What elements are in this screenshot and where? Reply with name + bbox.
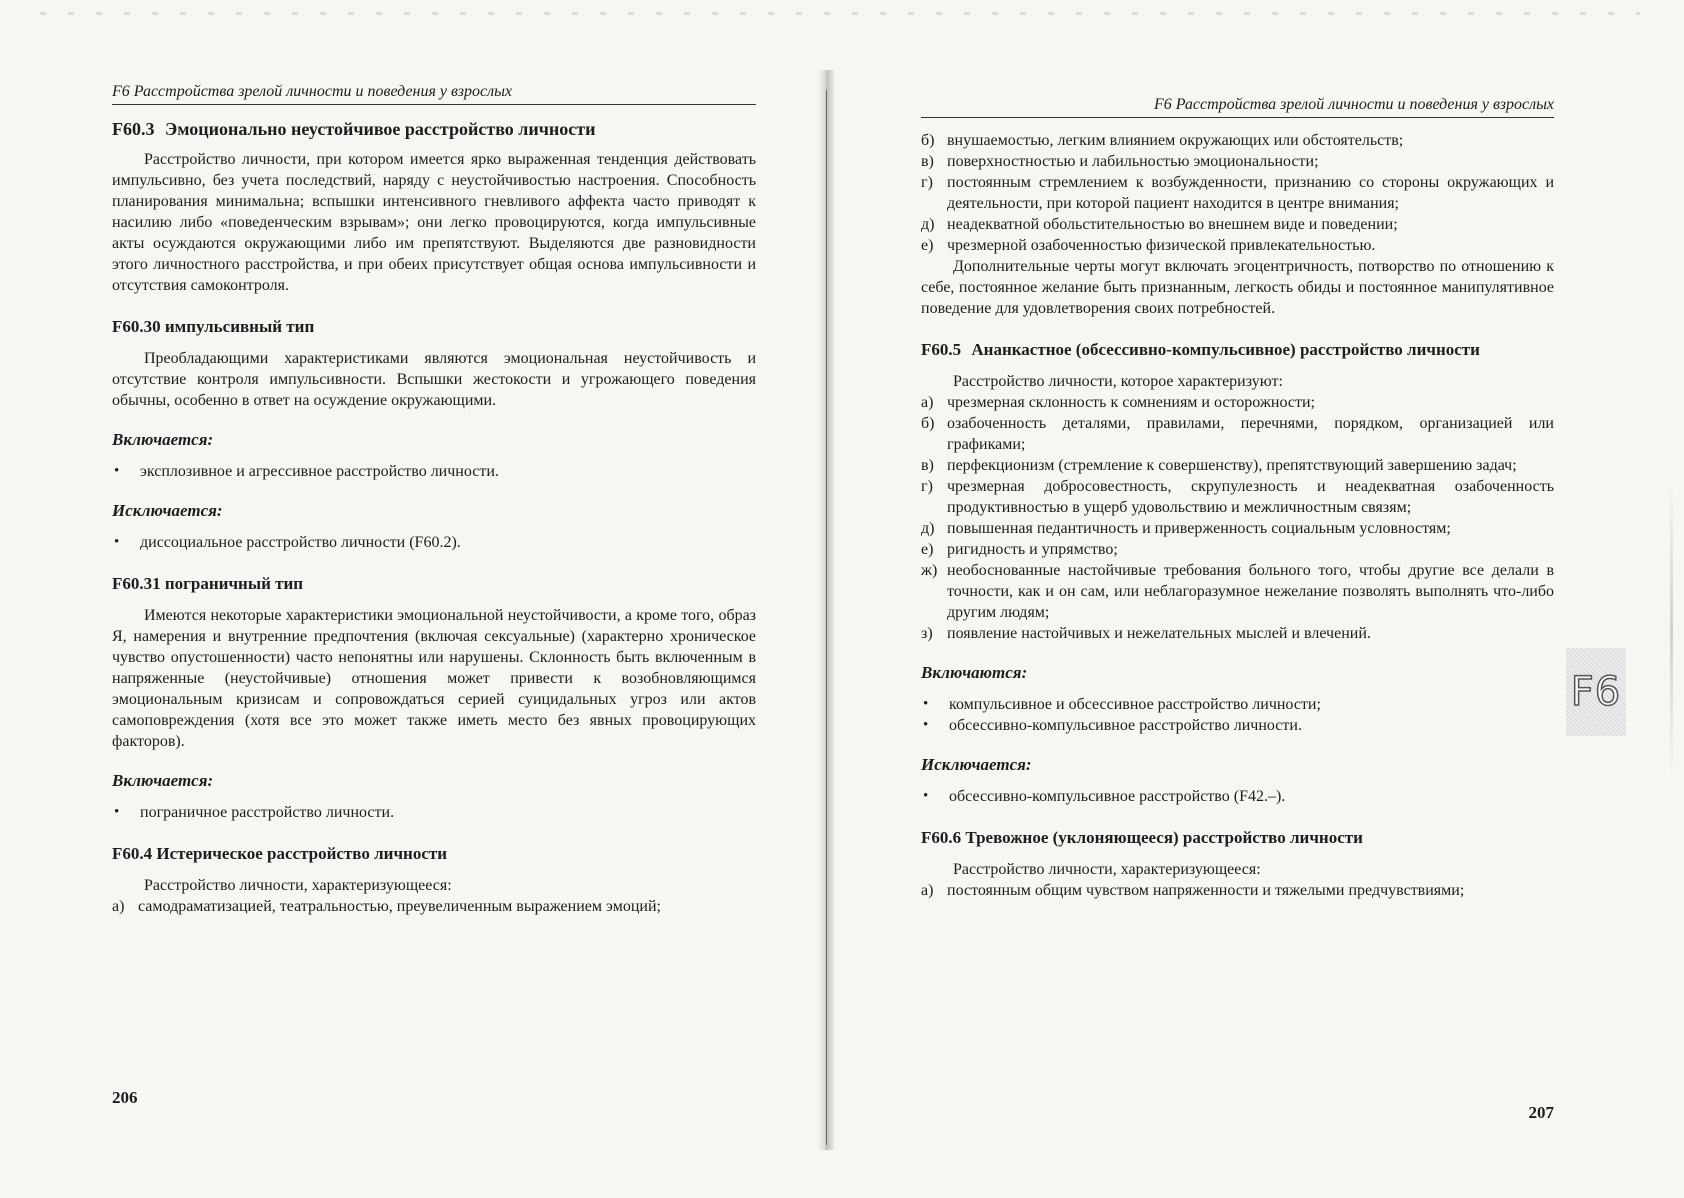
- list-item: • обсессивно-компульсивное расстройство личности.: [921, 715, 1554, 736]
- list-item: [921, 539, 1554, 560]
- list-item: • эксплозивное и агрессивное расстройство личности.: [112, 461, 756, 482]
- list-item: [921, 455, 1554, 476]
- item-marker: а): [921, 394, 934, 411]
- list-item: • диссоциальное расстройство личности (F60.2).: [112, 532, 756, 553]
- item-text: неадекватной обольстительностью во внешнем виде и поведении;: [947, 216, 1398, 233]
- section-code: F60.6: [921, 828, 962, 847]
- list-item: [921, 623, 1554, 644]
- page-number: 207: [1528, 1103, 1554, 1122]
- item-text: чрезмерная добросовестность, скрупулезность и неадекватная озабоченность продуктивностью в ущерб удовольствию и межличностным связям;: [947, 478, 1554, 516]
- section-title-f60-30: [112, 316, 756, 338]
- section-title-f60-5: [921, 339, 1554, 361]
- section-code: F60.4: [112, 844, 153, 863]
- section-title-f60-6: [921, 827, 1554, 849]
- chapter-tab-label: F6: [1570, 669, 1622, 715]
- list-item: [921, 235, 1554, 256]
- item-marker: д): [921, 216, 935, 233]
- section-intro: Расстройство личности, которое характеризуют:: [953, 373, 1283, 390]
- list-item: [112, 896, 756, 917]
- section-intro: Расстройство личности, характеризующееся:: [144, 877, 452, 894]
- list-item: [921, 151, 1554, 172]
- list-item: • пограничное расстройство личности.: [112, 802, 756, 823]
- item-marker: г): [921, 174, 933, 191]
- item-marker: ж): [921, 562, 938, 579]
- item-text: постоянным общим чувством напряженности и тяжелыми предчувствиями;: [947, 882, 1465, 899]
- item-text: поверхностностью и лабильностью эмоциональности;: [947, 153, 1319, 170]
- item-marker: з): [921, 625, 933, 642]
- section-text: Имеются некоторые характеристики эмоциональной неустойчивости, а кроме того, образ Я, намерения и внутренние предпочтения (включая сексуальные) (характерно хроническое чувство опустошенности) часто непонятны или нарушены. Склонность быть включенным в напряженные (неустойчивые) отношения может привести к возобновляющимся эмоциональным кризисам и сопровождаться серией суицидальных угроз или актов самоповреждения (хотя все это может также иметь место без явных провоцирующих факторов).: [112, 607, 756, 750]
- section-code: F60.3: [112, 119, 155, 139]
- section-name: пограничный тип: [164, 574, 304, 593]
- item-marker: а): [112, 898, 125, 915]
- section-text: Расстройство личности, при котором имеется ярко выраженная тенденция действовать импульсивно, без учета последствий, наряду с неустойчивостью настроения. Способность планирования минимальна; вспышки интенсивного гневливого аффекта часто приводят к насилию либо «поведенческим взрывам»; они легко провоцируются, когда импульсивные акты осуждаются окружающими либо им препятствуют. Выделяются две разновидности этого личностного расстройства, и при обеих присутствует общая основа импульсивности и отсутствия самоконтроля.: [112, 151, 756, 294]
- section-name: Эмоционально неустойчивое расстройство личности: [165, 119, 596, 139]
- list-item: • обсессивно-компульсивное расстройство (F42.–).: [921, 786, 1554, 807]
- list-item: [921, 130, 1554, 151]
- page-number: 206: [112, 1088, 138, 1107]
- item-text: перфекционизм (стремление к совершенству), препятствующий завершению задач;: [947, 457, 1517, 474]
- section-name: импульсивный тип: [164, 317, 315, 336]
- item-text: ригидность и упрямство;: [947, 541, 1118, 558]
- excludes-label: Исключается:: [921, 755, 1032, 774]
- item-marker: б): [921, 415, 935, 432]
- item-marker: б): [921, 132, 935, 149]
- list-item: [921, 476, 1554, 518]
- item-text: появление настойчивых и нежелательных мыслей и влечений.: [947, 625, 1371, 642]
- item-text: озабоченность деталями, правилами, перечнями, порядком, организацией или графиками;: [947, 415, 1554, 453]
- excludes-label: Исключается:: [112, 501, 223, 520]
- section-code: F60.31: [112, 574, 161, 593]
- section-name: Тревожное (уклоняющееся) расстройство личности: [965, 828, 1363, 847]
- item-text: чрезмерная склонность к сомнениям и осторожности;: [947, 394, 1315, 411]
- item-marker: д): [921, 520, 935, 537]
- section-name: Ананкастное (обсессивно-компульсивное) расстройство личности: [971, 340, 1480, 359]
- chapter-thumb-tab: [1566, 648, 1626, 736]
- section-code: F60.30: [112, 317, 161, 336]
- list-item: [921, 560, 1554, 623]
- item-text: постоянным стремлением к возбужденности, признанию со стороны окружающих и деятельности, при которой пациент находится в центре внимания;: [947, 174, 1554, 212]
- item-marker: в): [921, 457, 934, 474]
- includes-label: Включаются:: [921, 663, 1028, 682]
- item-marker: а): [921, 882, 934, 899]
- item-marker: г): [921, 478, 933, 495]
- section-title-f60-4: [112, 843, 756, 865]
- list-item: [921, 392, 1554, 413]
- item-marker: е): [921, 541, 934, 558]
- item-text: внушаемостью, легким влиянием окружающих или обстоятельств;: [947, 132, 1404, 149]
- list-item: • компульсивное и обсессивное расстройство личности;: [921, 694, 1554, 715]
- item-text: необоснованные настойчивые требования больного того, чтобы другие все делали в точности, как и он сам, или неблагоразумное нежелание позволять выполнять что-либо другим людям;: [947, 562, 1554, 621]
- list-item: [921, 880, 1554, 901]
- section-text: Преобладающими характеристиками являются эмоциональная неустойчивость и отсутствие контроля импульсивности. Вспышки жестокости и угрожающего поведения обычны, особенно в ответ на осуждение окружающими.: [112, 350, 756, 409]
- section-name: Истерическое расстройство личности: [156, 844, 448, 863]
- running-head: F6 Расстройства зрелой личности и поведения у взрослых: [921, 95, 1554, 118]
- item-text: самодраматизацией, театральностью, преувеличенным выражением эмоций;: [138, 898, 661, 915]
- list-item: [921, 172, 1554, 214]
- section-text: Дополнительные черты могут включать эгоцентричность, потворство по отношению к себе, постоянное желание быть признанным, легкость обиды и постоянное манипулятивное поведение для удовлетворения своих потребностей.: [921, 258, 1554, 317]
- item-text: чрезмерной озабоченностью физической привлекательностью.: [947, 237, 1376, 254]
- list-item: [921, 518, 1554, 539]
- right-page: [826, 0, 1684, 1198]
- scan-edge-shadow: [1670, 480, 1673, 780]
- list-item: [921, 413, 1554, 455]
- includes-label: Включается:: [112, 430, 214, 449]
- section-intro: Расстройство личности, характеризующееся:: [953, 861, 1261, 878]
- section-title-f60-31: [112, 573, 756, 595]
- section-code: F60.5: [921, 340, 962, 359]
- left-page: [0, 0, 826, 1198]
- item-marker: в): [921, 153, 934, 170]
- list-item: [921, 214, 1554, 235]
- section-title-f60-3: [112, 117, 756, 141]
- item-marker: е): [921, 237, 934, 254]
- item-text: повышенная педантичность и приверженность социальным условностям;: [947, 520, 1451, 537]
- includes-label: Включается:: [112, 771, 214, 790]
- running-head: F6 Расстройства зрелой личности и поведения у взрослых: [112, 82, 756, 105]
